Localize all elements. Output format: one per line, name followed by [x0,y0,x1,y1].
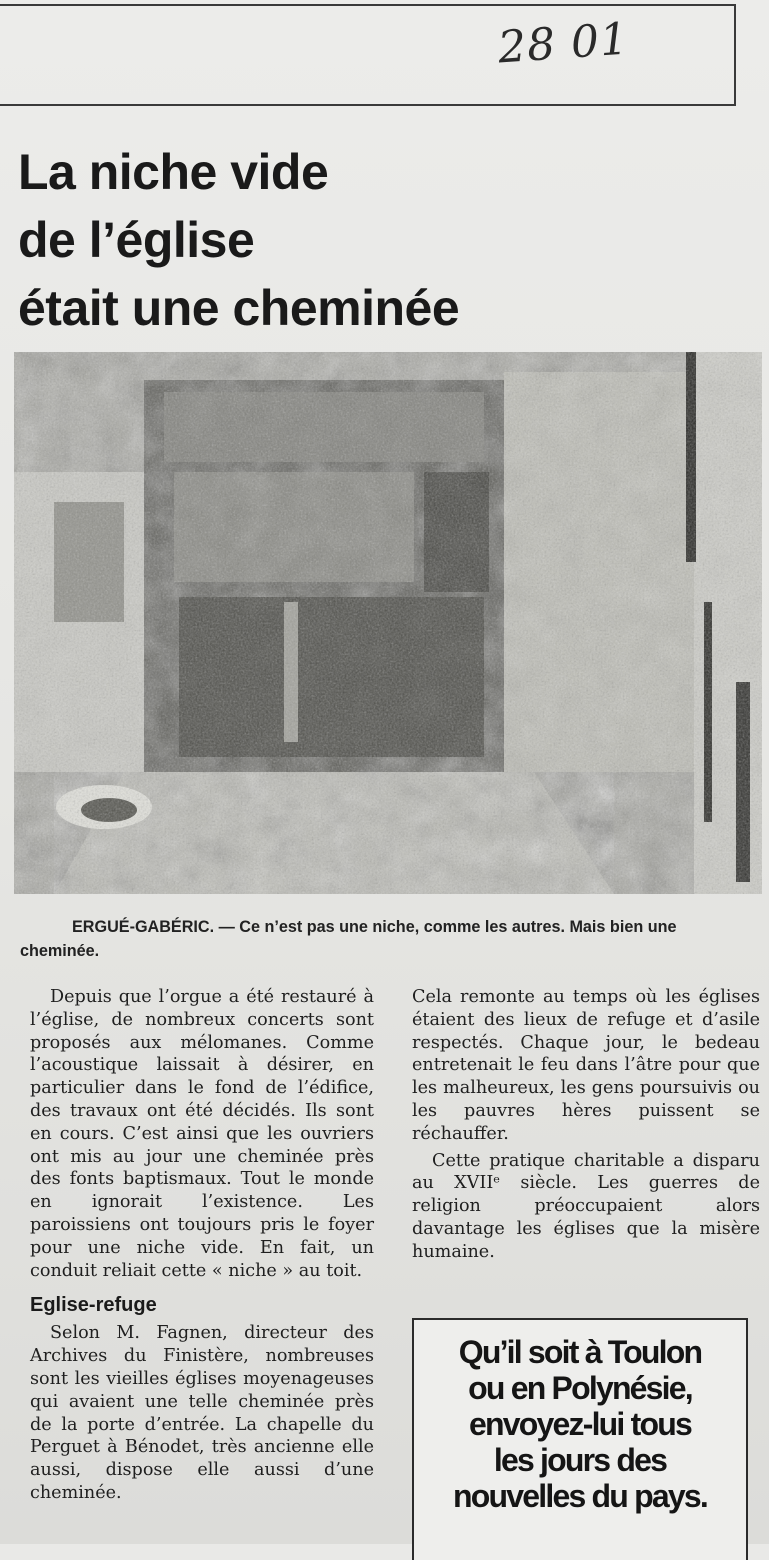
article-right-column [412,986,760,1264]
photo-caption: ERGUÉ-GABÉRIC. — Ce n’est pas une niche, comme les autres. Mais bien une cheminée. [20,918,677,960]
article-paragraph: Depuis que l’orgue a été restauré à l’église, de nombreux concerts sont proposés aux mélomanes. Comme l’acoustique laissait à désirer, en particulier dans le fond de l’édifice, des travaux ont été décidés. Ils sont en cours. C’est ainsi que les ouvriers ont mis au jour une cheminée près des fonts baptismaux. Tout le monde en ignorait l’existence. Les paroissiens ont toujours pris le foyer pour une niche vide. En fait, un conduit reliait cette « niche » au toit. [30,987,374,1281]
handwritten-date: 28 01 [496,13,631,74]
ad-line: les jours des [493,1442,667,1478]
article-paragraph: Cela remonte au temps où les églises étaient des lieux de refuge et d’asile respectés. Chaque jour, le bedeau entretenait le feu dans l’âtre pour que les malheureux, les gens poursuivis ou les pauvres hères puissent se réchauffer. [412,987,760,1144]
advertisement-box [412,1318,748,1560]
article-headline [18,138,758,342]
ad-line: ou en Polynésie, [468,1370,692,1406]
headline-line-3: était une cheminée [18,280,460,336]
headline-line-1: La niche vide [18,144,329,200]
article-paragraph: Selon M. Fagnen, directeur des Archives du Finistère, nombreuses sont les vieilles églises moyenageuses qui avaient une telle cheminée près de la porte d’entrée. La chapelle du Perguet à Bénodet, très ancienne elle aussi, dispose elle aussi d’une cheminée. [30,1323,374,1503]
article-paragraph: Cette pratique charitable a disparu au XVIIᵉ siècle. Les guerres de religion préoccupaient alors davantage les églises que la misère humaine. [412,1150,760,1262]
article-left-column [30,986,374,1505]
article-subheading: Eglise-refuge [30,1294,157,1317]
advertisement-text [414,1334,746,1514]
ad-line: Qu’il soit à Toulon [458,1334,702,1370]
fireplace-photo-image [14,352,762,894]
headline-line-2: de l’église [18,212,255,268]
ad-line: nouvelles du pays. [453,1478,707,1514]
ad-line: envoyez-lui tous [469,1406,691,1442]
article-photo [14,352,762,894]
